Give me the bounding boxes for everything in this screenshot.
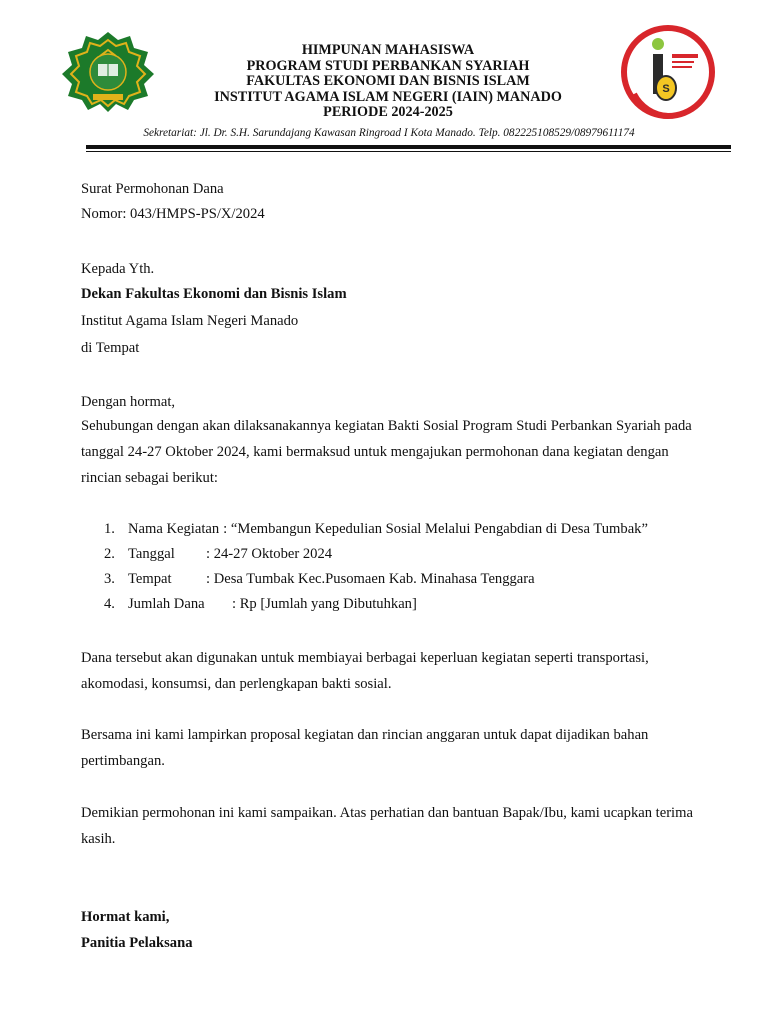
hmps-logo: [620, 24, 716, 120]
to-label: Kepada Yth.: [81, 261, 155, 277]
iain-logo: [60, 30, 156, 112]
intro-line-2: tanggal 24-27 Oktober 2024, kami bermaksud untuk mengajukan permohonan dana kegiatan dengan: [81, 444, 669, 460]
header-rule-thin: [86, 151, 731, 152]
list-item: [104, 521, 648, 538]
item-label: Nama Kegiatan: [128, 521, 220, 537]
item-value: : 24-27 Oktober 2024: [206, 546, 333, 562]
signer: Panitia Pelaksana: [81, 935, 193, 951]
closing-line-1: Demikian permohonan ini kami sampaikan. Atas perhatian dan bantuan Bapak/Ibu, kami ucapkan terima: [81, 805, 693, 821]
usage-line-2: akomodasi, konsumsi, dan perlengkapan bakti sosial.: [81, 676, 392, 692]
letterhead-line-2: PROGRAM STUDI PERBANKAN SYARIAH: [246, 57, 530, 74]
letterhead-line-4: INSTITUT AGAMA ISLAM NEGERI (IAIN) MANADO: [214, 88, 562, 105]
letterhead-line-1: HIMPUNAN MAHASISWA: [301, 42, 475, 58]
attach-line-2: pertimbangan.: [81, 753, 165, 769]
letter-subject: Surat Permohonan Dana: [81, 181, 224, 197]
signoff: Hormat kami,: [81, 909, 170, 925]
letter-number: Nomor: 043/HMPS-PS/X/2024: [81, 206, 265, 222]
letterhead-line-5: PERIODE 2024-2025: [323, 104, 453, 121]
closing-line-2: kasih.: [81, 831, 116, 847]
item-label: Jumlah Dana: [128, 596, 205, 612]
intro-line-3: rincian sebagai berikut:: [81, 470, 218, 486]
recipient: Dekan Fakultas Ekonomi dan Bisnis Islam: [81, 286, 347, 302]
list-item: [104, 571, 535, 588]
recipient-place: di Tempat: [81, 340, 140, 356]
letterhead-title: [150, 43, 626, 121]
header-rule-thick: [86, 145, 731, 149]
attach-line-1: Bersama ini kami lampirkan proposal kegiatan dan rincian anggaran untuk dapat dijadikan bahan: [81, 727, 649, 743]
usage-line-1: Dana tersebut akan digunakan untuk membiayai berbagai keperluan kegiatan seperti transportasi,: [81, 650, 649, 666]
intro-line-1: Sehubungan dengan akan dilaksanakannya kegiatan Bakti Sosial Program Studi Perbankan Syariah pada: [81, 418, 692, 434]
item-number: 1.: [104, 521, 115, 537]
greeting: Dengan hormat,: [81, 394, 176, 410]
item-value: : “Membangun Kepedulian Sosial Melalui Pengabdian di Desa Tumbak”: [223, 521, 648, 537]
letterhead-line-3: FAKULTAS EKONOMI DAN BISNIS ISLAM: [246, 73, 530, 90]
item-value: : Rp [Jumlah yang Dibutuhkan]: [232, 596, 417, 612]
svg-text:S: S: [662, 83, 670, 95]
item-label: Tempat: [128, 571, 172, 587]
list-item: [104, 596, 417, 613]
item-number: 2.: [104, 546, 115, 562]
list-item: [104, 546, 332, 563]
item-number: 4.: [104, 596, 115, 612]
recipient-institution: Institut Agama Islam Negeri Manado: [81, 313, 299, 329]
item-label: Tanggal: [128, 546, 175, 562]
item-value: : Desa Tumbak Kec.Pusomaen Kab. Minahasa Tenggara: [206, 571, 535, 587]
item-number: 3.: [104, 571, 115, 587]
secretariat-address: Sekretariat: Jl. Dr. S.H. Sarundajang Kawasan Ringroad I Kota Manado. Telp. 082225108529/08979611174: [143, 127, 635, 139]
